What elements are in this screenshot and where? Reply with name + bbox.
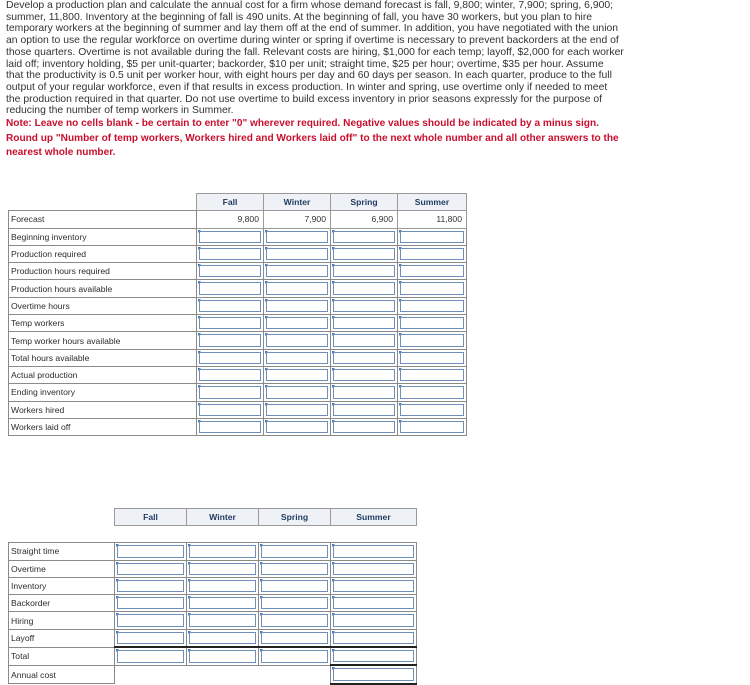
forecast-winter: 7,900 bbox=[264, 211, 331, 228]
column-header-fall: Fall bbox=[115, 509, 187, 526]
total-cost-fall-input[interactable] bbox=[115, 647, 187, 665]
temp-workers-spring-input-field[interactable] bbox=[333, 317, 395, 329]
problem-statement bbox=[6, 0, 744, 161]
temp-worker-hours-available-fall-input[interactable] bbox=[197, 332, 264, 349]
production-hours-available-summer-input-field[interactable] bbox=[400, 282, 464, 294]
layoff-cost-fall-input-field[interactable] bbox=[117, 632, 184, 644]
production-required-summer-input[interactable] bbox=[398, 245, 467, 262]
workers-hired-spring-input[interactable] bbox=[331, 401, 398, 418]
row-label: Workers hired bbox=[9, 401, 197, 418]
workers-laid-off-summer-input[interactable] bbox=[398, 418, 467, 435]
workers-laid-off-fall-input[interactable] bbox=[197, 418, 264, 435]
row-label: Actual production bbox=[9, 366, 197, 383]
row-label: Production hours required bbox=[9, 263, 197, 280]
temp-workers-spring-input[interactable] bbox=[331, 315, 398, 332]
cost-row-total bbox=[9, 647, 417, 665]
production-hours-required-fall-input[interactable] bbox=[197, 263, 264, 280]
problem-line: that the productivity is 0.5 unit per worker hour, with eight hours per day and 60 days per season. In each quarter, produce to the full bbox=[6, 70, 612, 82]
temp-worker-hours-available-fall-input-field[interactable] bbox=[199, 334, 261, 346]
row-label: Forecast bbox=[9, 211, 197, 228]
production-hours-required-spring-input-field[interactable] bbox=[333, 265, 395, 277]
ending-inventory-fall-input[interactable] bbox=[197, 384, 264, 401]
row-label: Beginning inventory bbox=[9, 228, 197, 245]
ending-inventory-winter-input[interactable] bbox=[264, 384, 331, 401]
backorder-cost-summer-input-field[interactable] bbox=[333, 597, 414, 609]
workers-laid-off-winter-input[interactable] bbox=[264, 418, 331, 435]
actual-production-spring-input[interactable] bbox=[331, 366, 398, 383]
plan-row-production-hours-required bbox=[9, 263, 467, 280]
problem-line: temporary workers at the beginning of summer and lay them off at the end of summer. In addition, you have negotiated with the union bbox=[6, 23, 619, 35]
overtime-hours-spring-input[interactable] bbox=[331, 297, 398, 314]
plan-row-total-hours-available bbox=[9, 349, 467, 366]
ending-inventory-summer-input[interactable] bbox=[398, 384, 467, 401]
note-line: Round up "Number of temp workers, Workers hired and Workers laid off" to the next whole number and all other answers to the bbox=[6, 132, 619, 144]
overtime-hours-spring-input-field[interactable] bbox=[333, 300, 395, 312]
beginning-inventory-summer-input[interactable] bbox=[398, 228, 467, 245]
instruction-note bbox=[6, 117, 744, 161]
actual-production-summer-input[interactable] bbox=[398, 366, 467, 383]
layoff-cost-summer-input-field[interactable] bbox=[333, 632, 414, 644]
total-hours-available-fall-input-field[interactable] bbox=[199, 352, 261, 364]
straight-time-cost-spring-input[interactable] bbox=[259, 543, 331, 560]
row-label: Production hours available bbox=[9, 280, 197, 297]
total-cost-spring-input-field[interactable] bbox=[261, 650, 328, 663]
problem-line: output of your regular workforce, even if that results in excess production. In winter and spring, use overtime only if needed to meet bbox=[6, 81, 608, 93]
beginning-inventory-fall-input-field[interactable] bbox=[199, 231, 261, 243]
inventory-cost-winter-input[interactable] bbox=[187, 577, 259, 594]
row-label: Production required bbox=[9, 245, 197, 262]
total-hours-available-summer-input-field[interactable] bbox=[400, 352, 464, 364]
total-hours-available-winter-input-field[interactable] bbox=[266, 352, 328, 364]
problem-line: Develop a production plan and calculate the annual cost for a firm whose demand forecast is fall, 9,800; winter, 7,900; spring, 6,900; bbox=[6, 0, 614, 11]
row-label: Total hours available bbox=[9, 349, 197, 366]
overtime-cost-summer-input-field[interactable] bbox=[333, 563, 414, 575]
row-label: Workers laid off bbox=[9, 418, 197, 435]
ending-inventory-winter-input-field[interactable] bbox=[266, 386, 328, 398]
hiring-cost-winter-input[interactable] bbox=[187, 612, 259, 629]
hiring-cost-summer-input[interactable] bbox=[331, 612, 417, 629]
problem-line: summer, 11,800. Inventory at the beginning of fall is 490 units. At the beginning of fall, you have 30 workers, but you plan to hire bbox=[6, 11, 593, 23]
workers-laid-off-winter-input-field[interactable] bbox=[266, 421, 328, 433]
temp-workers-summer-input[interactable] bbox=[398, 315, 467, 332]
overtime-cost-fall-input-field[interactable] bbox=[117, 563, 184, 575]
actual-production-winter-input[interactable] bbox=[264, 366, 331, 383]
column-header-spring: Spring bbox=[331, 194, 398, 211]
total-hours-available-winter-input[interactable] bbox=[264, 349, 331, 366]
hiring-cost-winter-input-field[interactable] bbox=[189, 614, 256, 626]
ending-inventory-summer-input-field[interactable] bbox=[400, 386, 464, 398]
plan-row-ending-inventory bbox=[9, 384, 467, 401]
workers-hired-winter-input[interactable] bbox=[264, 401, 331, 418]
workers-hired-fall-input-field[interactable] bbox=[199, 404, 261, 416]
row-label: Hiring bbox=[9, 612, 115, 629]
beginning-inventory-spring-input[interactable] bbox=[331, 228, 398, 245]
production-hours-available-spring-input[interactable] bbox=[331, 280, 398, 297]
straight-time-cost-summer-input-field[interactable] bbox=[333, 545, 414, 557]
overtime-hours-summer-input[interactable] bbox=[398, 297, 467, 314]
workers-hired-summer-input[interactable] bbox=[398, 401, 467, 418]
note-line: nearest whole number. bbox=[6, 147, 116, 159]
row-label: Temp workers bbox=[9, 315, 197, 332]
production-required-summer-input-field[interactable] bbox=[400, 248, 464, 260]
row-label: Overtime bbox=[9, 560, 115, 577]
total-cost-spring-input[interactable] bbox=[259, 647, 331, 665]
temp-workers-summer-input-field[interactable] bbox=[400, 317, 464, 329]
backorder-cost-spring-input-field[interactable] bbox=[261, 597, 328, 609]
overtime-hours-fall-input-field[interactable] bbox=[199, 300, 261, 312]
cost-table bbox=[8, 508, 417, 685]
actual-production-fall-input[interactable] bbox=[197, 366, 264, 383]
actual-production-summer-input-field[interactable] bbox=[400, 369, 464, 381]
workers-laid-off-spring-input-field[interactable] bbox=[333, 421, 395, 433]
column-header-summer: Summer bbox=[331, 509, 417, 526]
straight-time-cost-summer-input[interactable] bbox=[331, 543, 417, 560]
total-cost-fall-input-field[interactable] bbox=[117, 650, 184, 663]
forecast-spring: 6,900 bbox=[331, 211, 398, 228]
production-required-fall-input[interactable] bbox=[197, 245, 264, 262]
workers-laid-off-fall-input-field[interactable] bbox=[199, 421, 261, 433]
plan-row-temp-workers bbox=[9, 315, 467, 332]
hiring-cost-spring-input-field[interactable] bbox=[261, 614, 328, 626]
layoff-cost-fall-input[interactable] bbox=[115, 629, 187, 647]
total-hours-available-spring-input[interactable] bbox=[331, 349, 398, 366]
cost-row-straight-time bbox=[9, 543, 417, 560]
problem-line: those quarters. Overtime is not available during the fall. Relevant costs are hiring, $1,000 for each temp; layoff, $2,000 for each worker bbox=[6, 46, 624, 58]
layoff-cost-summer-input[interactable] bbox=[331, 629, 417, 647]
total-cost-summer-input-field[interactable] bbox=[333, 650, 414, 662]
cost-row-overtime bbox=[9, 560, 417, 577]
row-label: Layoff bbox=[9, 629, 115, 647]
straight-time-cost-winter-input[interactable] bbox=[187, 543, 259, 560]
hiring-cost-fall-input[interactable] bbox=[115, 612, 187, 629]
forecast-summer: 11,800 bbox=[398, 211, 467, 228]
problem-line: the production required in that quarter. Do not use overtime to build excess inventory in prior seasons expressly for the purpose of bbox=[6, 93, 603, 105]
layoff-cost-winter-input-field[interactable] bbox=[189, 632, 256, 644]
overtime-cost-spring-input[interactable] bbox=[259, 560, 331, 577]
temp-worker-hours-available-summer-input[interactable] bbox=[398, 332, 467, 349]
cost-row-annual bbox=[9, 665, 417, 683]
production-hours-required-summer-input[interactable] bbox=[398, 263, 467, 280]
column-header-winter: Winter bbox=[187, 509, 259, 526]
inventory-cost-spring-input-field[interactable] bbox=[261, 580, 328, 592]
note-line: Note: Leave no cells blank - be certain to enter "0" wherever required. Negative values should be indicated by a minus sign. bbox=[6, 118, 599, 130]
overtime-cost-spring-input-field[interactable] bbox=[261, 563, 328, 575]
production-hours-required-fall-input-field[interactable] bbox=[199, 265, 261, 277]
row-label: Annual cost bbox=[9, 665, 115, 683]
inventory-cost-spring-input[interactable] bbox=[259, 577, 331, 594]
plan-row-overtime-hours bbox=[9, 297, 467, 314]
inventory-cost-summer-input-field[interactable] bbox=[333, 580, 414, 592]
temp-worker-hours-available-spring-input[interactable] bbox=[331, 332, 398, 349]
backorder-cost-summer-input[interactable] bbox=[331, 595, 417, 612]
production-required-spring-input-field[interactable] bbox=[333, 248, 395, 260]
actual-production-winter-input-field[interactable] bbox=[266, 369, 328, 381]
plan-row-workers-laid-off bbox=[9, 418, 467, 435]
production-hours-required-winter-input-field[interactable] bbox=[266, 265, 328, 277]
problem-line: laid off; inventory holding, $5 per unit-quarter; backorder, $10 per unit; straight time, $25 per hour; overtime, $35 per hour. Assume bbox=[6, 58, 604, 70]
production-hours-available-summer-input[interactable] bbox=[398, 280, 467, 297]
backorder-cost-winter-input[interactable] bbox=[187, 595, 259, 612]
problem-line: reducing the number of temp workers in Summer. bbox=[6, 105, 234, 117]
ending-inventory-spring-input-field[interactable] bbox=[333, 386, 395, 398]
cost-row-backorder bbox=[9, 595, 417, 612]
beginning-inventory-spring-input-field[interactable] bbox=[333, 231, 395, 243]
plan-row-production-required bbox=[9, 245, 467, 262]
annual-cost-input[interactable] bbox=[331, 665, 417, 683]
total-cost-winter-input-field[interactable] bbox=[189, 650, 256, 663]
actual-production-fall-input-field[interactable] bbox=[199, 369, 261, 381]
column-header-summer: Summer bbox=[398, 194, 467, 211]
column-header-winter: Winter bbox=[264, 194, 331, 211]
overtime-cost-winter-input[interactable] bbox=[187, 560, 259, 577]
cost-row-inventory bbox=[9, 577, 417, 594]
beginning-inventory-winter-input[interactable] bbox=[264, 228, 331, 245]
layoff-cost-spring-input-field[interactable] bbox=[261, 632, 328, 644]
production-required-winter-input[interactable] bbox=[264, 245, 331, 262]
temp-workers-fall-input[interactable] bbox=[197, 315, 264, 332]
straight-time-cost-winter-input-field[interactable] bbox=[189, 545, 256, 557]
workers-hired-fall-input[interactable] bbox=[197, 401, 264, 418]
annual-cost-input-field[interactable] bbox=[333, 668, 414, 680]
production-hours-required-spring-input[interactable] bbox=[331, 263, 398, 280]
temp-worker-hours-available-spring-input-field[interactable] bbox=[333, 334, 395, 346]
production-hours-available-fall-input[interactable] bbox=[197, 280, 264, 297]
row-label: Straight time bbox=[9, 543, 115, 560]
plan-row-beginning-inventory bbox=[9, 228, 467, 245]
overtime-hours-fall-input[interactable] bbox=[197, 297, 264, 314]
temp-workers-winter-input-field[interactable] bbox=[266, 317, 328, 329]
production-hours-available-winter-input[interactable] bbox=[264, 280, 331, 297]
backorder-cost-spring-input[interactable] bbox=[259, 595, 331, 612]
production-required-spring-input[interactable] bbox=[331, 245, 398, 262]
layoff-cost-winter-input[interactable] bbox=[187, 629, 259, 647]
beginning-inventory-winter-input-field[interactable] bbox=[266, 231, 328, 243]
temp-workers-fall-input-field[interactable] bbox=[199, 317, 261, 329]
inventory-cost-winter-input-field[interactable] bbox=[189, 580, 256, 592]
backorder-cost-fall-input-field[interactable] bbox=[117, 597, 184, 609]
backorder-cost-winter-input-field[interactable] bbox=[189, 597, 256, 609]
workers-hired-spring-input-field[interactable] bbox=[333, 404, 395, 416]
plan-row-temp-worker-hours-available bbox=[9, 332, 467, 349]
layoff-cost-spring-input[interactable] bbox=[259, 629, 331, 647]
production-hours-available-winter-input-field[interactable] bbox=[266, 282, 328, 294]
production-hours-available-fall-input-field[interactable] bbox=[199, 282, 261, 294]
total-cost-summer-input[interactable] bbox=[331, 647, 417, 665]
backorder-cost-fall-input[interactable] bbox=[115, 595, 187, 612]
total-hours-available-summer-input[interactable] bbox=[398, 349, 467, 366]
workers-hired-winter-input-field[interactable] bbox=[266, 404, 328, 416]
row-label: Inventory bbox=[9, 577, 115, 594]
beginning-inventory-summer-input-field[interactable] bbox=[400, 231, 464, 243]
overtime-hours-summer-input-field[interactable] bbox=[400, 300, 464, 312]
temp-workers-winter-input[interactable] bbox=[264, 315, 331, 332]
cost-row-hiring bbox=[9, 612, 417, 629]
overtime-cost-summer-input[interactable] bbox=[331, 560, 417, 577]
inventory-cost-fall-input[interactable] bbox=[115, 577, 187, 594]
inventory-cost-summer-input[interactable] bbox=[331, 577, 417, 594]
production-required-winter-input-field[interactable] bbox=[266, 248, 328, 260]
plan-row-production-hours-available bbox=[9, 280, 467, 297]
production-hours-required-summer-input-field[interactable] bbox=[400, 265, 464, 277]
ending-inventory-fall-input-field[interactable] bbox=[199, 386, 261, 398]
row-label: Ending inventory bbox=[9, 384, 197, 401]
inventory-cost-fall-input-field[interactable] bbox=[117, 580, 184, 592]
total-hours-available-fall-input[interactable] bbox=[197, 349, 264, 366]
plan-row-actual-production bbox=[9, 366, 467, 383]
forecast-row bbox=[9, 211, 467, 228]
overtime-hours-winter-input-field[interactable] bbox=[266, 300, 328, 312]
temp-worker-hours-available-winter-input[interactable] bbox=[264, 332, 331, 349]
straight-time-cost-fall-input-field[interactable] bbox=[117, 545, 184, 557]
plan-row-workers-hired bbox=[9, 401, 467, 418]
production-required-fall-input-field[interactable] bbox=[199, 248, 261, 260]
overtime-cost-fall-input[interactable] bbox=[115, 560, 187, 577]
temp-worker-hours-available-summer-input-field[interactable] bbox=[400, 334, 464, 346]
production-hours-required-winter-input[interactable] bbox=[264, 263, 331, 280]
hiring-cost-spring-input[interactable] bbox=[259, 612, 331, 629]
actual-production-spring-input-field[interactable] bbox=[333, 369, 395, 381]
temp-worker-hours-available-winter-input-field[interactable] bbox=[266, 334, 328, 346]
problem-line: an option to use the regular workforce on overtime during winter or spring if overtime is necessary to prevent backorders at the end of bbox=[6, 35, 619, 47]
ending-inventory-spring-input[interactable] bbox=[331, 384, 398, 401]
straight-time-cost-fall-input[interactable] bbox=[115, 543, 187, 560]
overtime-cost-winter-input-field[interactable] bbox=[189, 563, 256, 575]
production-plan-table bbox=[8, 193, 467, 436]
straight-time-cost-spring-input-field[interactable] bbox=[261, 545, 328, 557]
row-label: Backorder bbox=[9, 595, 115, 612]
column-header-spring: Spring bbox=[259, 509, 331, 526]
workers-hired-summer-input-field[interactable] bbox=[400, 404, 464, 416]
row-label: Temp worker hours available bbox=[9, 332, 197, 349]
production-hours-available-spring-input-field[interactable] bbox=[333, 282, 395, 294]
hiring-cost-fall-input-field[interactable] bbox=[117, 614, 184, 626]
hiring-cost-summer-input-field[interactable] bbox=[333, 614, 414, 626]
beginning-inventory-fall-input[interactable] bbox=[197, 228, 264, 245]
workers-laid-off-spring-input[interactable] bbox=[331, 418, 398, 435]
workers-laid-off-summer-input-field[interactable] bbox=[400, 421, 464, 433]
row-label: Total bbox=[9, 647, 115, 665]
forecast-fall: 9,800 bbox=[197, 211, 264, 228]
row-label: Overtime hours bbox=[9, 297, 197, 314]
cost-row-layoff bbox=[9, 629, 417, 647]
overtime-hours-winter-input[interactable] bbox=[264, 297, 331, 314]
total-cost-winter-input[interactable] bbox=[187, 647, 259, 665]
total-hours-available-spring-input-field[interactable] bbox=[333, 352, 395, 364]
column-header-fall: Fall bbox=[197, 194, 264, 211]
